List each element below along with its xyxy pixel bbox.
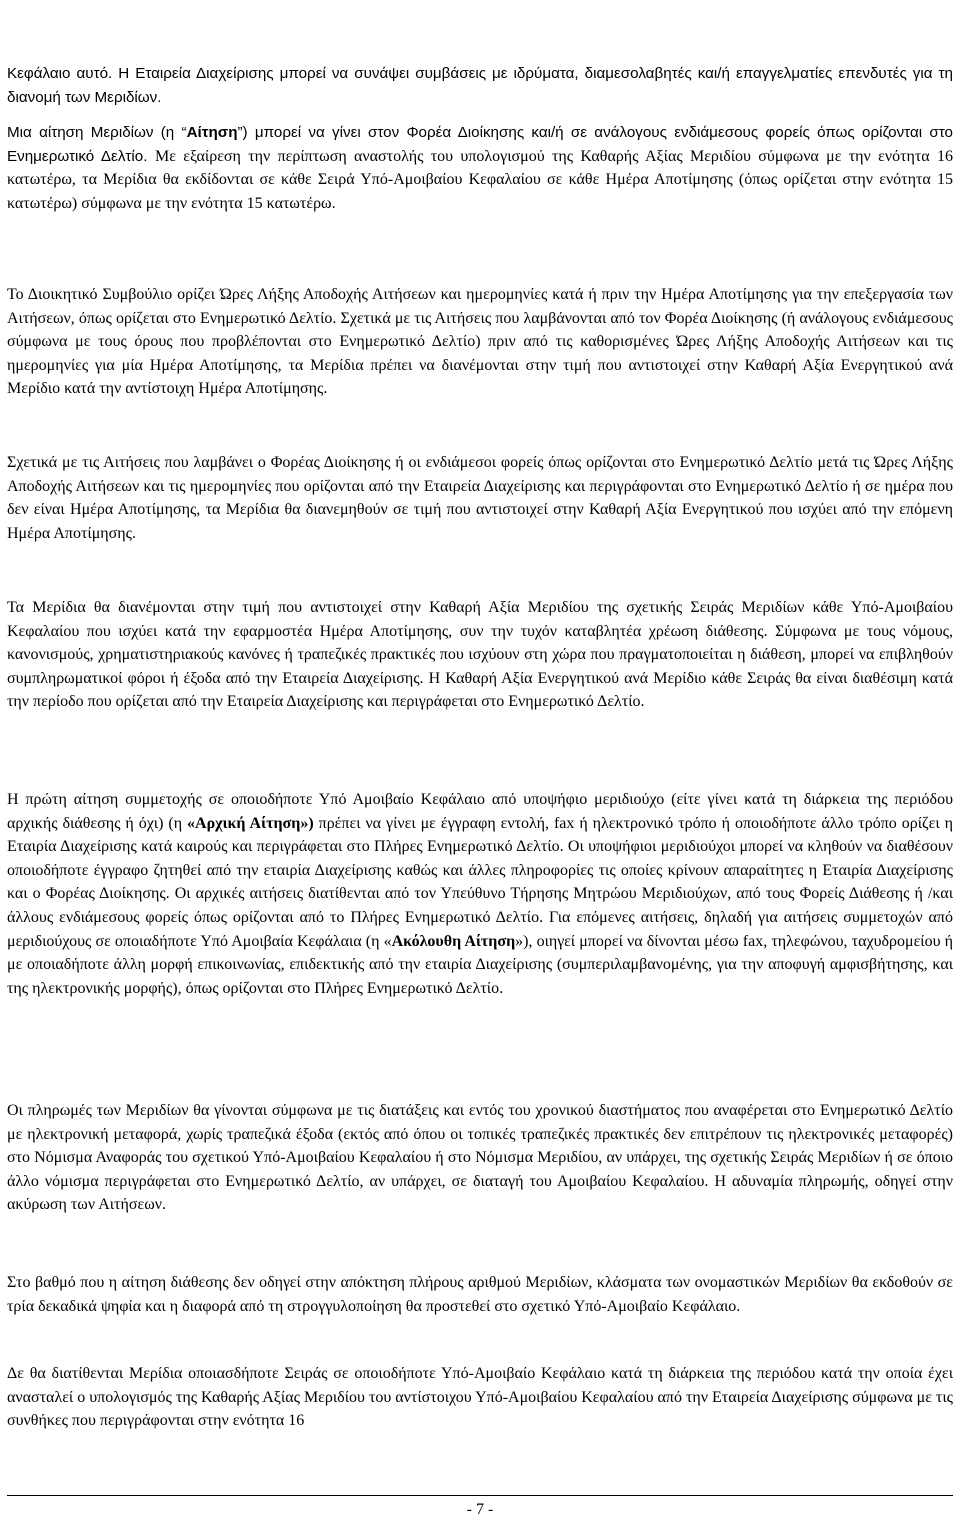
paragraph-late-applications [7,451,953,545]
paragraph-initial-application [7,788,953,1000]
defined-term-subsequent-application: Ακόλουθη Αίτηση [391,932,516,950]
text-run: Οι πληρωμές των Μεριδίων θα γίνονται σύμφωνα με τις διατάξεις και εντός του χρονικού διαστήματος που αναφέρεται στο Ενημερωτικό Δελτίο με ηλεκτρονική μεταφορά, χωρίς τραπεζικά έξοδα (εκτός από όπου οι τοπικές τραπεζικές πρακτικές δεν επιτρέπουν τις ηλεκτρονικές μεταφορές) στο Νόμισμα Αναφοράς του σχετικού Υπό-Αμοιβαίου Κεφαλαίου ή στο Νόμισμα Μεριδίου, αν υπάρχει, της σχετικής Σειράς Μεριδίων ή σε όποιο άλλο νόμισμα περιγράφεται στο Ενημερωτικό Δελτίο, αν υπάρχει, σε διαταγή του Αμοιβαίου Κεφαλαίου. Η αδυναμία πληρωμής, οδηγεί στην ακύρωση των Αιτήσεων. [7,1102,953,1214]
text-run: Μια αίτηση Μεριδίων (η “ [7,124,187,141]
text-run: Τα Μερίδια θα διανέμονται στην τιμή που αντιστοιχεί στην Καθαρή Αξία Μεριδίου της σχετικής Σειράς Μεριδίων κάθε Υπό-Αμοιβαίου Κεφαλαίου που ισχύει κατά την εφαρμοστέα Ημέρα Αποτίμησης, συν την τυχόν καταβλητέα χρέωση διάθεσης. Σύμφωνα με τους νόμους, κανονισμούς, χρηματιστηριακούς κανόνες ή τραπεζικές πρακτικές που ισχύουν στη χώρα που πραγματοποιείται η διάθεση, μπορεί να επιβληθούν συμπληρωματικοί φόροι ή έξοδα από την Εταιρεία Διαχείρισης. Η Καθαρή Αξία Ενεργητικού ανά Μερίδιο κάθε Σειράς θα είναι διαθέσιμη κατά την περίοδο που ορίζεται από την Εταιρεία Διαχείρισης και περιγράφεται στο Ενημερωτικό Δελτίο. [7,599,953,711]
paragraph-distribution-agreements [7,62,953,109]
text-run: Με εξαίρεση την περίπτωση αναστολής του υπολογισμού της Καθαρής Αξίας Μεριδίου σύμφωνα με την ενότητα 16 κατωτέρω, τα Μερίδια θα εκδίδονται σε κάθε Σειρά Υπό-Αμοιβαίου Κεφαλαίου σε κάθε Ημέρα Αποτίμησης (όπως ορίζεται στην ενότητα 15 κατωτέρω) σύμφωνα με την ενότητα 15 κατωτέρω. [7,147,953,212]
text-run: Η πρώτη αίτηση συμμετοχής σε οποιοδήποτε Υπό Αμοιβαίο Κεφάλαιο από υποψήφιο μεριδιούχο (είτε γίνει κατά τη διάρκεια της περιόδου αρχικής διάθεσης ή όχι) (η [7,791,953,832]
page-number: - 7 - [466,1501,494,1518]
text-run: Κεφάλαιο αυτό. Η Εταιρεία Διαχείρισης μπορεί να συνάψει συμβάσεις με ιδρύματα, διαμεσολαβητές και/ή επαγγελματίες επενδυτές για τη διανομή των Μεριδίων. [7,65,953,106]
text-run: ”) μπορεί να γίνει στον Φορέα Διοίκησης και/ή σε ανάλογους ενδιάμεσους φορείς όπως ορίζονται στο Ενημερωτικό Δελτίο. [7,124,953,165]
defined-term-application: Αίτηση [186,124,238,141]
paragraph-suspension [7,1362,953,1433]
text-run: Στο βαθμό που η αίτηση διάθεσης δεν οδηγεί στην απόκτηση πλήρους αριθμού Μεριδίων, κλάσματα των ονομαστικών Μεριδίων θα εκδοθούν σε τρία δεκαδικά ψηφία και η διαφορά από τη στρογγυλοποίηση θα προστεθεί στο σχετικό Υπό-Αμοιβαίο Κεφάλαιο. [7,1274,953,1315]
paragraph-fractional-shares [7,1271,953,1318]
text-run: Δε θα διατίθενται Μερίδια οποιασδήποτε Σειράς σε οποιοδήποτε Υπό-Αμοιβαίο Κεφάλαιο κατά τη διάρκεια της περιόδου κατά την οποία έχει ανασταλεί ο υπολογισμός της Καθαρής Αξίας Μεριδίου του αντίστοιχου Υπό-Αμοιβαίου Κεφαλαίου από την Εταιρεία Διαχείρισης σύμφωνα με τις συνθήκες που περιγράφονται στην ενότητα 16 [7,1365,953,1430]
paragraph-share-pricing [7,596,953,714]
text-run: Το Διοικητικό Συμβούλιο ορίζει Ώρες Λήξης Αποδοχής Αιτήσεων και ημερομηνίες κατά ή πριν την Ημέρα Αποτίμησης για την επεξεργασία των Αιτήσεων, όπως ορίζεται στο Ενημερωτικό Δελτίο. Σχετικά με τις Αιτήσεις που λαμβάνονται από τον Φορέα Διοίκησης (ή ανάλογους ενδιάμεσους σύμφωνα με τους όρους που προβλέπονται στο Ενημερωτικό Δελτίο) πριν από τις καθορισμένες Ώρες Λήξης Αποδοχής Αιτήσεων και τις ημερομηνίες για μία Ημέρα Αποτίμησης, τα Μερίδια πρέπει να διανέμονται στην τιμή που αντιστοιχεί στην Καθαρή Αξία Ενεργητικού ανά Μερίδιο κατά την αντίστοιχη Ημέρα Αποτίμησης. [7,286,953,398]
document-page [7,0,953,1521]
paragraph-cutoff-times [7,283,953,401]
paragraph-payments [7,1099,953,1217]
text-run: Σχετικά με τις Αιτήσεις που λαμβάνει ο Φορέας Διοίκησης ή οι ενδιάμεσοι φορείς όπως ορίζονται στο Ενημερωτικό Δελτίο μετά τις Ώρες Λήξης Αποδοχής Αιτήσεων και τις ημερομηνίες που ορίζονται από την Εταιρεία Διαχείρισης και περιγράφονται στο Ενημερωτικό Δελτίο ή σε ημέρα που δεν είναι Ημέρα Αποτίμησης, τα Μερίδια θα διανεμηθούν σε τιμή που αντιστοιχεί στην Καθαρή Αξία Ενεργητικού που ισχύει από την επόμενη Ημέρα Αποτίμησης. [7,454,953,542]
paragraph-application-submission [7,121,953,215]
footer-divider [7,1495,953,1496]
defined-term-initial-application: «Αρχική Αίτηση») [187,814,314,832]
text-run: »), οιηγεί μπορεί να δίνονται μέσω fax, τηλεφώνου, ταχυδρομείου ή με οποιαδήποτε άλλη μορφή επικοινωνίας, επιδεκτικής από την εταιρία Διαχείρισης (συμπεριλαμβανομένης, για την αποφυγή αμφισβήτησης, και της ηλεκτρονικής μορφής), όπως ορίζονται στο Πλήρες Ενημερωτικό Δελτίο. [7,932,954,997]
text-run: πρέπει να γίνει με έγγραφη εντολή, fax ή ηλεκτρονικό τρόπο ή οποιοδήποτε άλλο τρόπο ορίζει η Εταιρία Διαχείρισης κατά καιρούς και περιγράφεται στο Πλήρες Ενημερωτικό Δελτίο. Οι υποψήφιοι μεριδιούχοι μπορεί να κληθούν να διαθέσουν οποιοδήποτε έγγραφο ζητηθεί από την εταιρία Διαχείρισης καθώς και άλλες πληροφορίες τις οποίες κρίνουν απαραίτητες η Εταιρία Διαχείρισης και ο Φορέας Διοίκησης. Οι αρχικές αιτήσεις διατίθενται από τον Υπεύθυνο Τήρησης Μητρώου Μεριδιούχων, από τους Φορείς Διάθεσης ή /και άλλους ενδιάμεσους φορείς όπως ορίζονται από το Πλήρες Ενημερωτικό Δελτίο. Για επόμενες αιτήσεις, δηλαδή για αιτήσεις συμμετοχών από μεριδιούχους σε οποιαδήποτε Υπό Αμοιβαία Κεφάλαια (η « [7,814,953,950]
